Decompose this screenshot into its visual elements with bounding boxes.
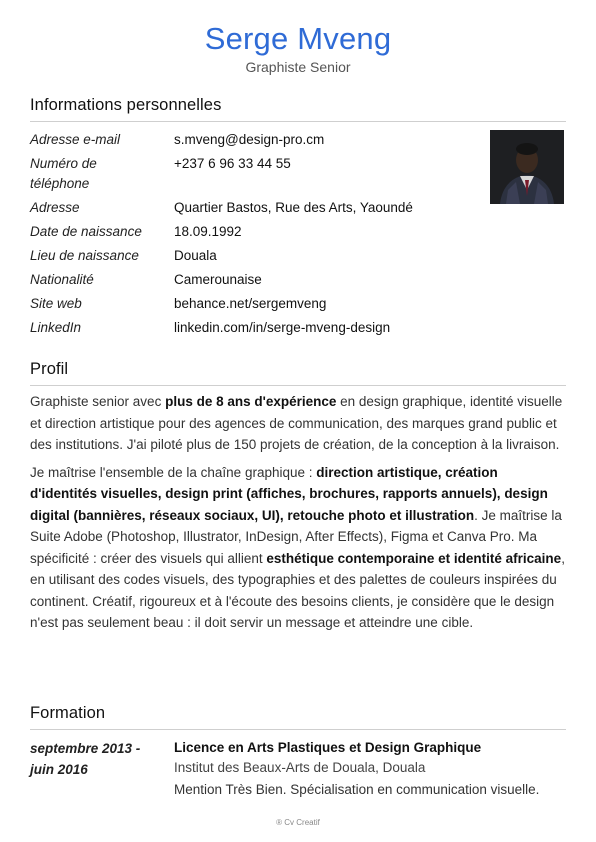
info-row-nationality [30, 270, 566, 290]
nationality-value: Camerounaise [174, 272, 262, 287]
info-row-birthplace [30, 246, 566, 266]
info-label: Date de naissance [30, 224, 142, 239]
candidate-name: Serge Mveng [204, 21, 392, 56]
info-row-website [30, 294, 566, 314]
birthdate-value: 18.09.1992 [174, 224, 242, 239]
education-section [30, 704, 566, 800]
info-label: Site web [30, 296, 82, 311]
cv-header [0, 0, 596, 75]
text-run: Graphiste senior avec [30, 394, 166, 409]
education-school: Institut des Beaux-Arts de Douala, Douala [174, 760, 426, 775]
education-heading: Formation [30, 704, 566, 730]
profile-photo-image [490, 130, 564, 204]
candidate-role: Graphiste Senior [245, 59, 351, 75]
info-label: Adresse e-mail [30, 132, 121, 147]
info-label: Adresse [30, 200, 80, 215]
education-title: Licence en Arts Plastiques et Design Graphique [174, 740, 482, 755]
personal-info-table [30, 130, 566, 338]
personal-info-section [30, 96, 566, 342]
address-value: Quartier Bastos, Rue des Arts, Yaoundé [174, 200, 413, 215]
info-row-phone [30, 154, 566, 194]
text-run-bold: esthétique contemporaine et identité africaine [266, 550, 562, 566]
text-run-bold: direction artistique, création d'identités visuelles, design print (affiches, brochures, rapports annuels), design digital (bannières, réseaux sociaux, UI), retouche photo et illustration [30, 464, 548, 523]
personal-info-heading: Informations personnelles [30, 96, 566, 122]
profile-heading: Profil [30, 360, 566, 386]
text-run: . Je maîtrise la Suite Adobe (Photoshop, Illustrator, InDesign, After Effects), Figma et Canva Pro. Ma spécificité : créer des visuels qui allient [30, 507, 562, 566]
info-label: Nationalité [30, 272, 94, 287]
footer-credit: ® Cv Creatif [276, 818, 320, 827]
birthplace-value: Douala [174, 248, 217, 263]
education-date: septembre 2013 - juin 2016 [30, 741, 141, 777]
info-label: LinkedIn [30, 320, 82, 335]
info-label: Numéro de téléphone [30, 156, 97, 191]
profile-section [30, 360, 566, 634]
linkedin-link[interactable]: linkedin.com/in/serge-mveng-design [174, 320, 391, 335]
info-row-email [30, 130, 566, 150]
info-row-address [30, 198, 566, 218]
info-row-birthdate [30, 222, 566, 242]
text-run: en design graphique, identité visuelle et direction artistique pour des agences de communication, des marques grand public et des institutions. J'ai piloté plus de 150 projets de création, de la conception à la livraison. [30, 394, 563, 452]
education-item [30, 738, 566, 800]
info-row-linkedin [30, 318, 566, 338]
email-value: s.mveng@design-pro.cm [174, 132, 325, 147]
info-label: Lieu de naissance [30, 248, 139, 263]
phone-value: +237 6 96 33 44 55 [174, 156, 291, 171]
education-body [174, 738, 539, 800]
text-run: Je maîtrise l'ensemble de la chaîne graphique : [30, 464, 317, 480]
text-run-bold: plus de 8 ans d'expérience [165, 394, 337, 409]
profile-paragraph-2 [30, 462, 566, 634]
website-link[interactable]: behance.net/sergemveng [174, 296, 327, 311]
education-description: Mention Très Bien. Spécialisation en communication visuelle. [174, 782, 540, 797]
profile-photo [490, 130, 564, 204]
text-run: , en utilisant des codes visuels, des typographies et des palettes de couleurs inspirées du continent. Créatif, rigoureux et à l'écoute des besoins clients, je considère que le design n'est pas seulement beau : il doit servir un message et atteindre une cible. [30, 550, 565, 630]
profile-paragraph-1 [30, 391, 566, 456]
